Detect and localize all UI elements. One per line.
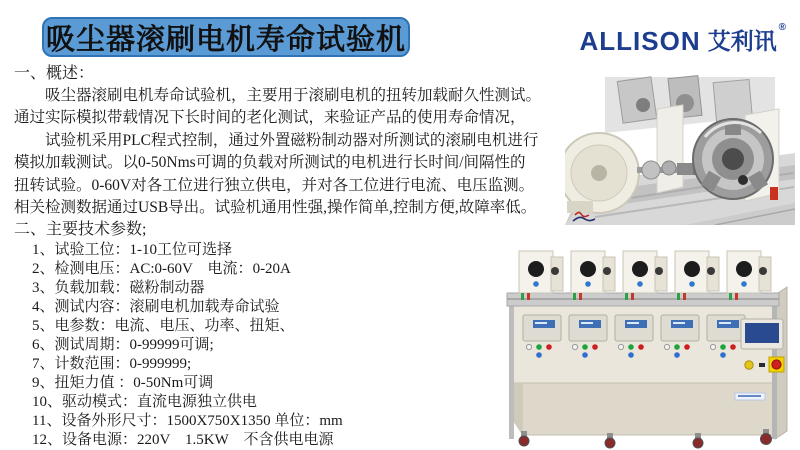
brand-name-chinese: 艾利讯: [707, 28, 777, 54]
spec-item: 7、计数范围：0-999999;: [32, 356, 192, 373]
specs-heading: 二、主要技术参数;: [14, 221, 147, 239]
overview-line: 通过实际模拟带载情况下长时间的老化测试，来验证产品的使用寿命情况，: [14, 109, 526, 127]
overview-line: 吸尘器滚刷电机寿命试验机，主要用于滚刷电机的扭转加载耐久性测试。: [45, 87, 542, 104]
page-title: 吸尘器滚刷电机寿命试验机: [42, 17, 410, 57]
spec-item: 6、测试周期：0-99999可调;: [32, 337, 214, 354]
three-jaw-chuck: [693, 119, 773, 199]
spec-item: 3、负载加载：磁粉制动器: [32, 280, 205, 297]
body-text: [14, 63, 566, 450]
specs-list: [14, 241, 566, 450]
spec-item: 11、设备外形尺寸：1500X750X1350 单位：mm: [32, 413, 343, 430]
spec-item: 1、试验工位：1-10工位可选择: [32, 242, 232, 259]
overview-line: 模拟加载测试。以0-50Nms可调的负载对所测试的电机进行长时间/间隔性的: [14, 154, 526, 172]
fixture-closeup-illustration: [565, 75, 795, 225]
spec-item: 2、检测电压：AC:0-60V 电流：0-20A: [32, 261, 291, 278]
magnetic-brake-disc: [565, 133, 639, 213]
spec-item: 9、扭矩力值 ：0-50Nm可调: [32, 375, 214, 392]
overview-line: 相关检测数据通过USB导出。试验机通用性强,操作简单,控制方便,故障率低。: [14, 199, 537, 217]
fixture-closeup-photo: [565, 75, 795, 225]
red-block: [770, 187, 778, 200]
spec-item: 4、测试内容：滚刷电机加载寿命试验: [32, 299, 280, 316]
key-switch: [745, 361, 753, 369]
overview-line: 扭转试验。0-60V对各工位进行独立供电，并对各工位进行电流、电压监测。: [14, 176, 535, 194]
overview-heading: 一、概述：: [14, 65, 95, 82]
toggle-switch: [759, 363, 765, 367]
touchscreen: [745, 323, 779, 343]
spec-item: 10、驱动模式：直流电源独立供电: [32, 394, 258, 411]
spec-item: 12、设备电源：220V 1.5KW 不含供电电源: [32, 432, 334, 449]
overview-line: 试验机采用PLC程式控制，通过外置磁粉制动器对所测试的滚刷电机进行: [45, 131, 539, 149]
brand-logo: [579, 22, 786, 57]
machine-overview-photo: [495, 235, 800, 450]
spec-item: 5、电参数：电流、电压、功率、扭矩、: [32, 318, 295, 335]
emergency-stop-button: [772, 360, 781, 369]
brand-name: ALLISON: [579, 26, 701, 56]
registered-trademark-mark: ®: [778, 22, 786, 33]
machine-overview-illustration: [495, 235, 800, 450]
